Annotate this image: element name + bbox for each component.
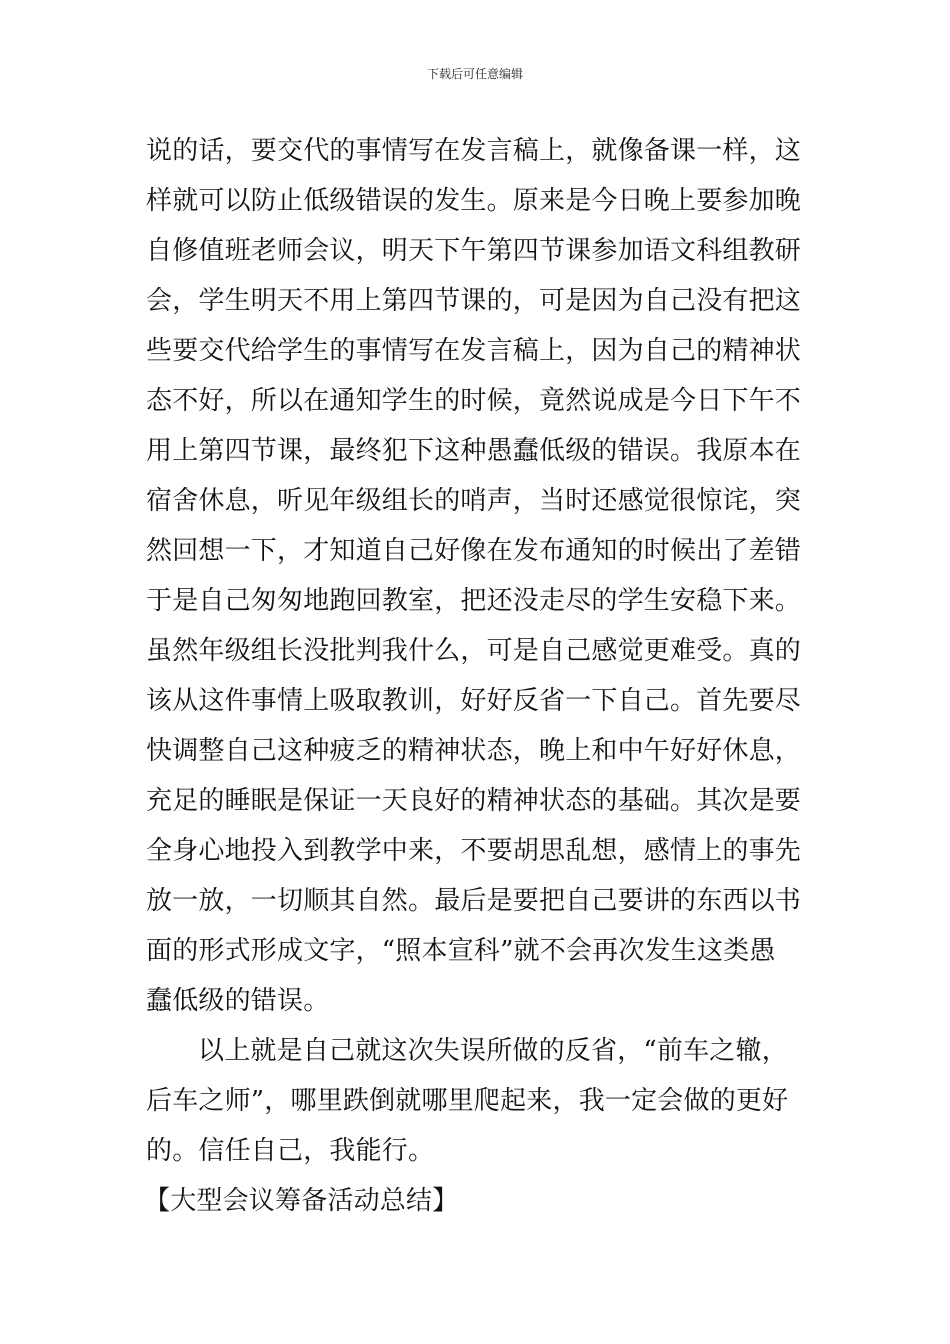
document-body — [146, 126, 810, 1226]
text-line: 些要交代给学生的事情写在发言稿上，因为自己的精神状 — [146, 336, 802, 366]
text-line: 后车之师”，哪里跌倒就哪里爬起来，我一定会做的更好 — [146, 1086, 789, 1116]
text-line: 蠢低级的错误。 — [146, 986, 330, 1016]
text-line: 样就可以防止低级错误的发生。原来是今日晚上要参加晚 — [146, 186, 802, 216]
text-line: 用上第四节课，最终犯下这种愚蠢低级的错误。我原本在 — [146, 436, 802, 466]
text-line: 的。信任自己，我能行。 — [146, 1136, 435, 1166]
text-line: 说的话，要交代的事情写在发言稿上，就像备课一样，这 — [146, 136, 802, 166]
text-line: 充足的睡眠是保证一天良好的精神状态的基础。其次是要 — [146, 786, 802, 816]
text-line: 自修值班老师会议，明天下午第四节课参加语文科组教研 — [146, 236, 802, 266]
section-heading: 【大型会议筹备活动总结】 — [144, 1186, 459, 1216]
text-line: 面的形式形成文字，“照本宣科”就不会再次发生这类愚 — [146, 936, 776, 966]
text-line: 快调整自己这种疲乏的精神状态，晚上和中午好好休息， — [146, 736, 802, 766]
text-line: 宿舍休息，听见年级组长的哨声，当时还感觉很惊诧，突 — [146, 486, 802, 516]
paragraph-start-line: 以上就是自己就这次失误所做的反省，“前车之辙， — [198, 1036, 788, 1066]
text-line: 于是自己匆匆地跑回教室，把还没走尽的学生安稳下来。 — [146, 586, 802, 616]
text-line: 全身心地投入到教学中来，不要胡思乱想，感情上的事先 — [146, 836, 802, 866]
text-line: 该从这件事情上吸取教训，好好反省一下自己。首先要尽 — [146, 686, 802, 716]
text-line: 然回想一下，才知道自己好像在发布通知的时候出了差错 — [146, 536, 802, 566]
text-line: 会，学生明天不用上第四节课的，可是因为自己没有把这 — [146, 286, 802, 316]
text-line: 态不好，所以在通知学生的时候，竟然说成是今日下午不 — [146, 386, 802, 416]
page-header-note: 下载后可任意编辑 — [426, 67, 523, 81]
text-line: 放一放，一切顺其自然。最后是要把自己要讲的东西以书 — [146, 886, 802, 916]
text-line: 虽然年级组长没批判我什么，可是自己感觉更难受。真的 — [146, 636, 802, 666]
